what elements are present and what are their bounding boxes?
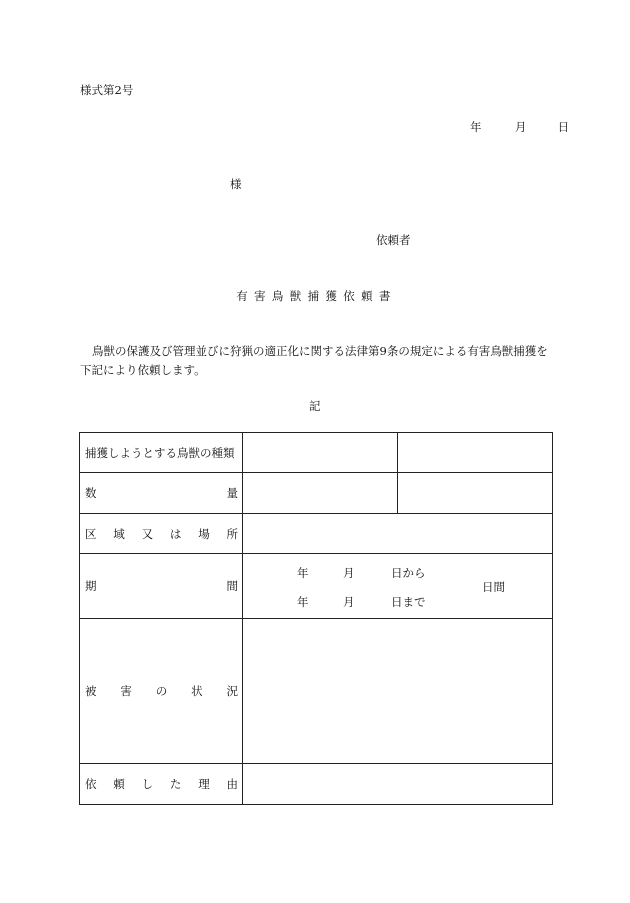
- period-to-month: 月: [343, 595, 355, 609]
- date-year: 年: [470, 120, 482, 134]
- area-field[interactable]: [243, 514, 553, 554]
- row-quantity: [80, 473, 553, 514]
- damage-field[interactable]: [243, 619, 553, 764]
- period-days: 日間: [482, 580, 505, 594]
- period-label-char: 間: [226, 579, 238, 593]
- species-field-2[interactable]: [398, 433, 553, 473]
- area-label-char: 所: [226, 526, 238, 541]
- damage-label-char: 害: [120, 684, 132, 698]
- species-field-1[interactable]: [243, 433, 398, 473]
- requester-label: 依頼者: [376, 233, 411, 247]
- reason-label-char: 依: [85, 777, 97, 791]
- period-to-year: 年: [297, 595, 309, 609]
- document-title: 有害鳥獣捕獲依頼書: [236, 289, 397, 303]
- damage-label: [80, 619, 243, 764]
- area-label: [80, 514, 243, 554]
- period-from-year: 年: [297, 566, 309, 580]
- row-damage: [80, 619, 553, 764]
- quantity-label: [80, 473, 243, 514]
- reason-field[interactable]: [243, 764, 553, 805]
- damage-label-char: の: [155, 684, 168, 698]
- quantity-label-char: 数: [85, 486, 97, 500]
- addressee-suffix: 様: [230, 177, 242, 191]
- damage-label-char: 被: [85, 684, 97, 698]
- row-species: [80, 433, 553, 473]
- damage-label-char: 状: [191, 684, 203, 698]
- row-period: [80, 554, 553, 619]
- area-label-char: は: [169, 526, 182, 541]
- area-label-char: 場: [198, 526, 210, 541]
- period-from-month: 月: [343, 566, 355, 580]
- quantity-field-2[interactable]: [398, 473, 553, 514]
- period-from-day: 日から: [391, 566, 426, 580]
- reason-label-char: 理: [198, 777, 210, 791]
- period-label-char: 期: [85, 579, 97, 593]
- quantity-label-char: 量: [226, 486, 238, 500]
- period-to-day: 日まで: [391, 595, 426, 609]
- period-field[interactable]: [243, 554, 553, 619]
- date-month: 月: [514, 120, 527, 134]
- date-day: 日: [557, 120, 570, 134]
- quantity-field-1[interactable]: [243, 473, 398, 514]
- species-label: 捕獲しようとする鳥獣の種類: [80, 433, 243, 473]
- reason-label-char: 頼: [113, 777, 125, 791]
- reason-label-char: た: [169, 777, 182, 791]
- row-reason: [80, 764, 553, 805]
- area-label-char: 又: [141, 526, 154, 541]
- reason-label-char: し: [141, 777, 154, 791]
- request-body-text: 鳥獣の保護及び管理並びに狩猟の適正化に関する法律第9条の規定による有害鳥獣捕獲を下記により依頼します。: [80, 344, 548, 377]
- row-area: [80, 514, 553, 554]
- damage-label-char: 況: [226, 684, 238, 698]
- ki-heading: 記: [309, 399, 321, 413]
- area-label-char: 区: [85, 526, 97, 541]
- request-form-table: [79, 432, 553, 805]
- form-number: 様式第2号: [80, 83, 134, 97]
- date-line: [470, 119, 569, 135]
- period-label: [80, 554, 243, 619]
- area-label-char: 域: [113, 526, 125, 541]
- reason-label-char: 由: [226, 777, 238, 791]
- reason-label: [80, 764, 243, 805]
